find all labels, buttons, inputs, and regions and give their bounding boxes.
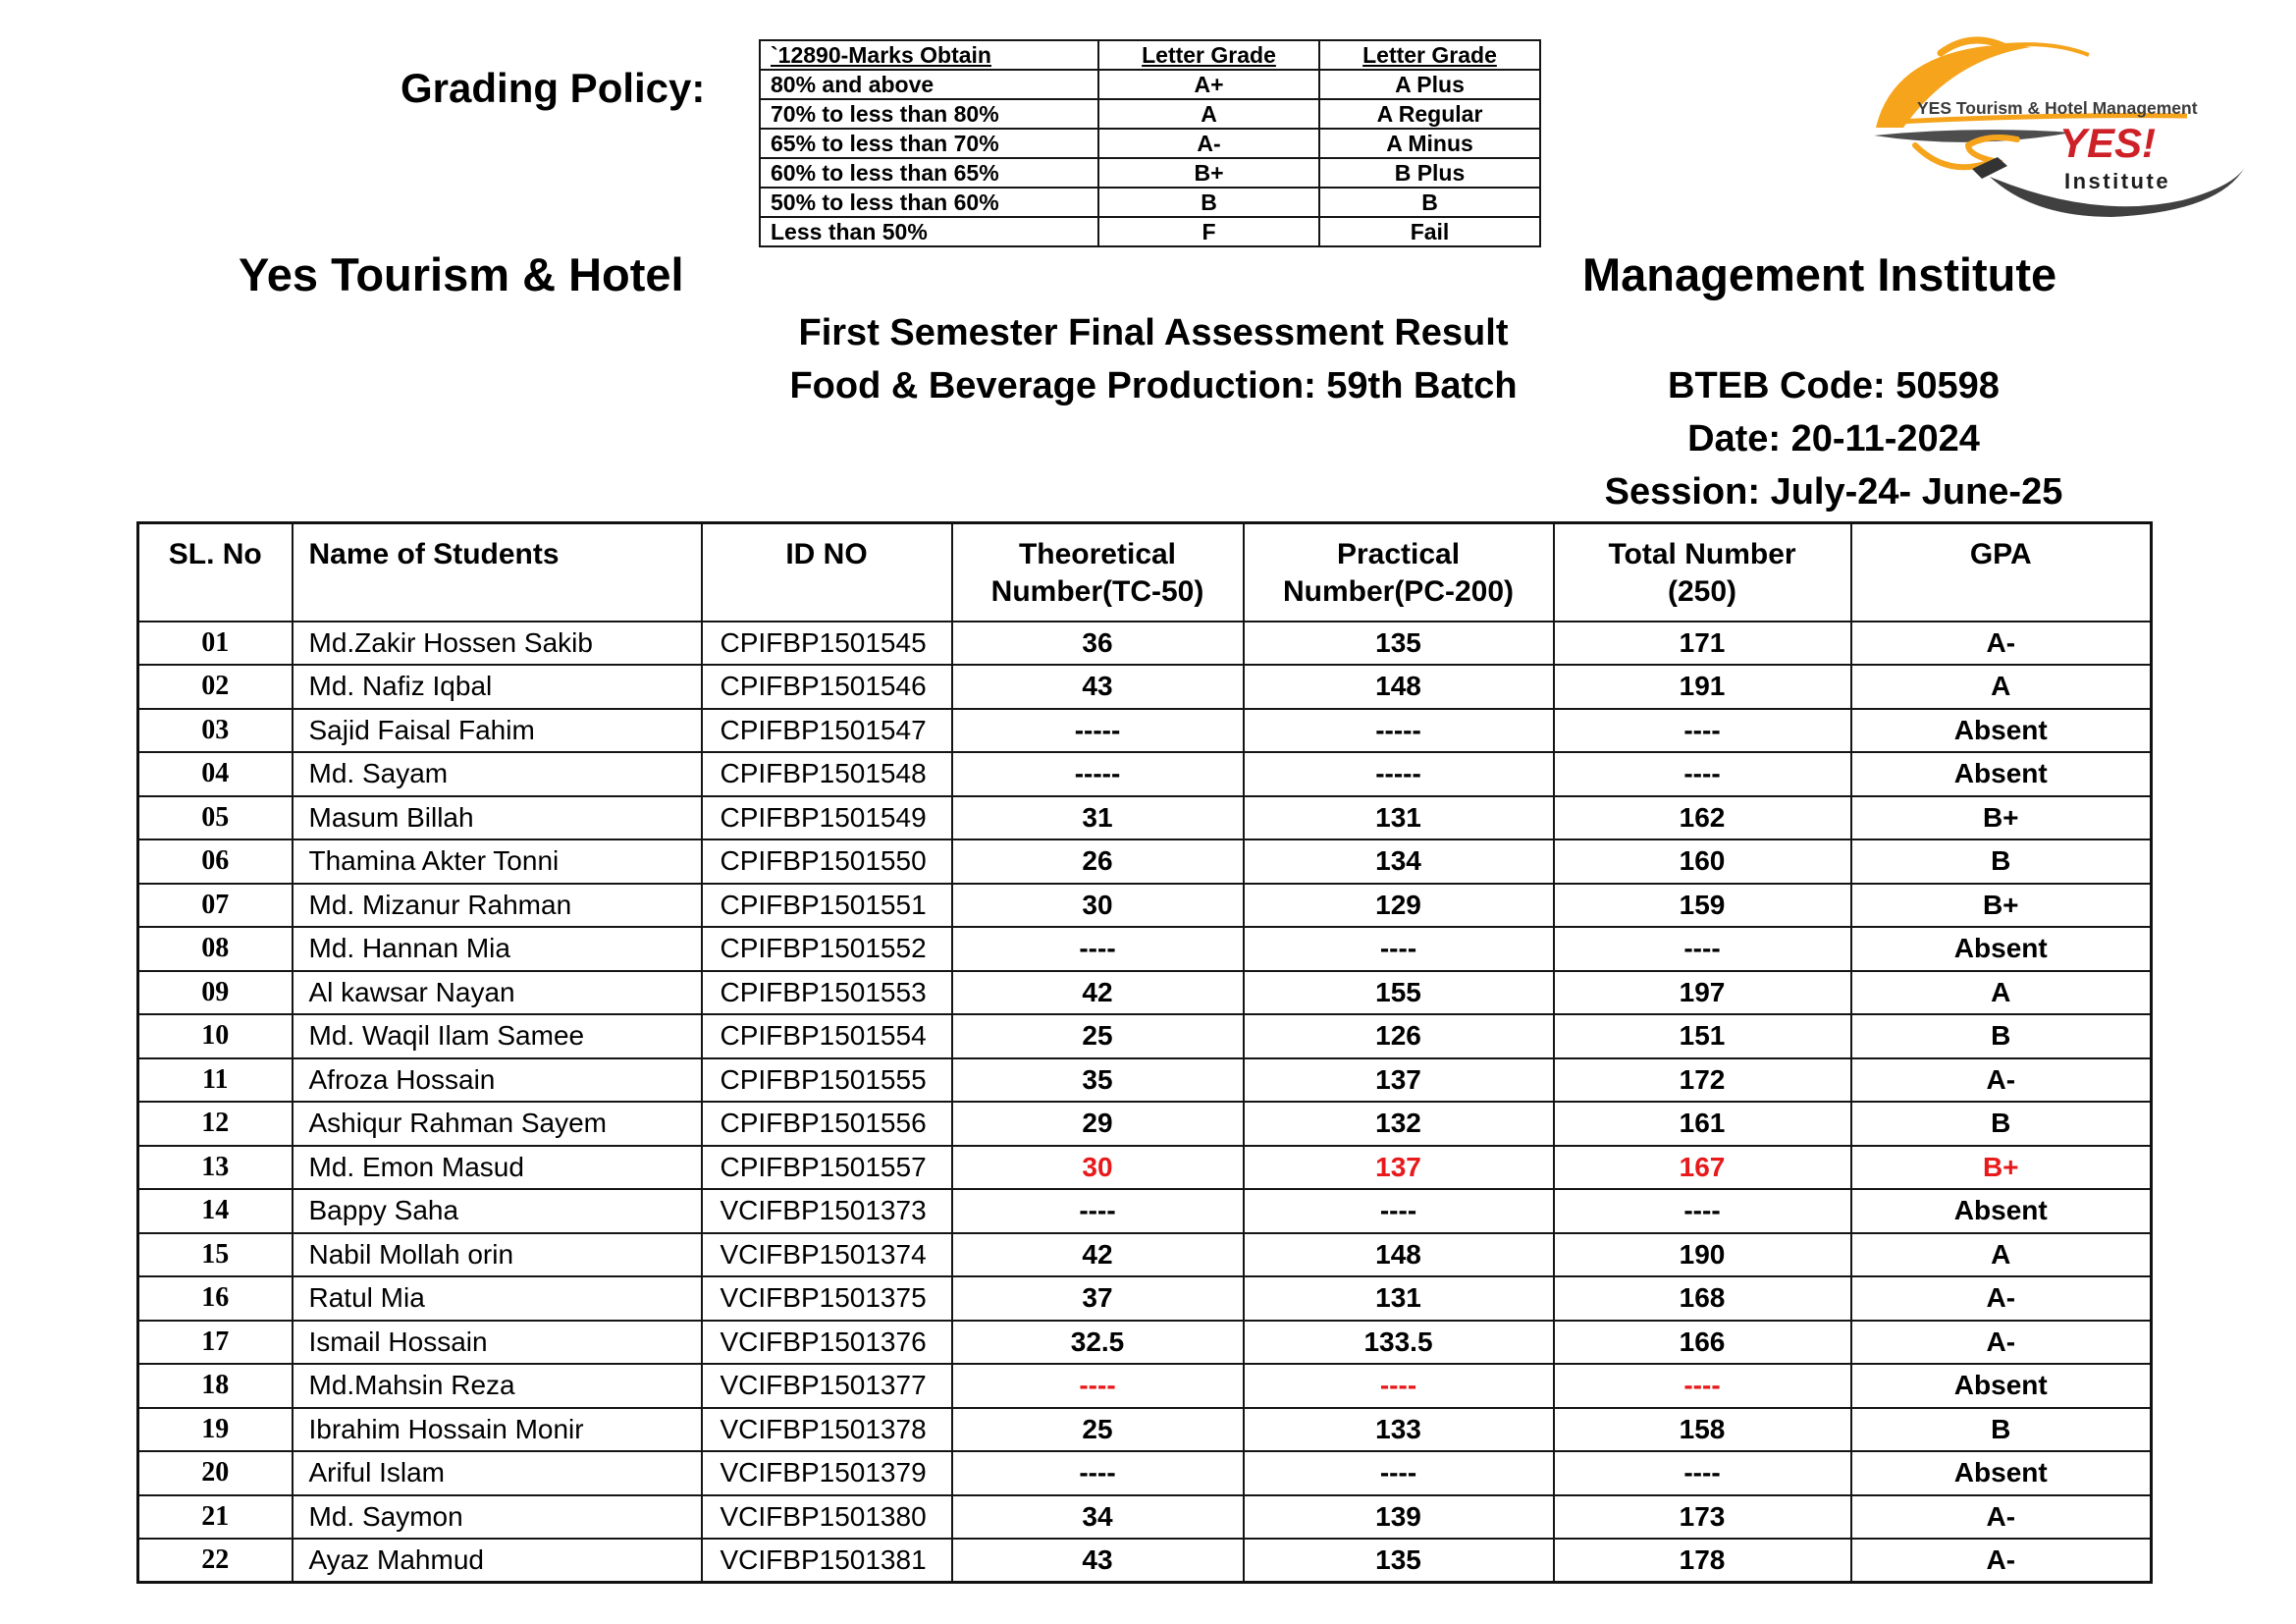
date: Date: 20-11-2024: [1687, 418, 1980, 460]
cell-student-name: Ariful Islam: [293, 1451, 702, 1495]
grade-range: 80% and above: [760, 70, 1098, 99]
table-row: [138, 1146, 2152, 1190]
cell-student-name: Ratul Mia: [293, 1276, 702, 1321]
header-id: ID NO: [702, 523, 952, 622]
cell-theoretical: 31: [952, 796, 1244, 840]
cell-practical: 132: [1244, 1102, 1554, 1146]
cell-student-name: Ismail Hossain: [293, 1321, 702, 1365]
table-row: [138, 796, 2152, 840]
cell-sl-no: 08: [138, 927, 293, 971]
institute-name-right: Management Institute: [1582, 248, 2057, 300]
cell-gpa: A: [1851, 665, 2152, 709]
cell-student-name: Ashiqur Rahman Sayem: [293, 1102, 702, 1146]
cell-practical: 131: [1244, 1276, 1554, 1321]
letter-grade-full: Fail: [1319, 217, 1540, 246]
cell-total: 168: [1554, 1276, 1851, 1321]
cell-sl-no: 15: [138, 1233, 293, 1277]
cell-practical: 137: [1244, 1058, 1554, 1103]
header-theoretical: Theoretical Number(TC-50): [952, 523, 1244, 622]
results-header-row: [138, 523, 2152, 622]
table-row: [138, 971, 2152, 1015]
cell-theoretical: 43: [952, 665, 1244, 709]
cell-theoretical: 42: [952, 1233, 1244, 1277]
cell-id-no: VCIFBP1501381: [702, 1539, 952, 1583]
cell-gpa: B: [1851, 839, 2152, 884]
cell-id-no: CPIFBP1501552: [702, 927, 952, 971]
grading-policy-row: [760, 70, 1540, 99]
cell-theoretical: ----: [952, 927, 1244, 971]
cell-gpa: A-: [1851, 1058, 2152, 1103]
institute-name-left: Yes Tourism & Hotel: [239, 248, 684, 300]
cell-theoretical: ----: [952, 1451, 1244, 1495]
cell-gpa: B: [1851, 1102, 2152, 1146]
cell-theoretical: -----: [952, 709, 1244, 753]
cell-gpa: B+: [1851, 1146, 2152, 1190]
grade-range: Less than 50%: [760, 217, 1098, 246]
cell-id-no: VCIFBP1501377: [702, 1364, 952, 1408]
cell-total: 159: [1554, 884, 1851, 928]
table-row: [138, 1102, 2152, 1146]
cell-id-no: CPIFBP1501547: [702, 709, 952, 753]
cell-total: 167: [1554, 1146, 1851, 1190]
cell-theoretical: 25: [952, 1408, 1244, 1452]
letter-grade: F: [1098, 217, 1319, 246]
cell-sl-no: 16: [138, 1276, 293, 1321]
cell-total: 171: [1554, 622, 1851, 666]
header-name: Name of Students: [293, 523, 702, 622]
cell-student-name: Md. Emon Masud: [293, 1146, 702, 1190]
cell-id-no: CPIFBP1501550: [702, 839, 952, 884]
table-row: [138, 1451, 2152, 1495]
cell-sl-no: 14: [138, 1189, 293, 1233]
cell-student-name: Bappy Saha: [293, 1189, 702, 1233]
table-row: [138, 1058, 2152, 1103]
header-practical: Practical Number(PC-200): [1244, 523, 1554, 622]
cell-sl-no: 06: [138, 839, 293, 884]
grading-policy-row: [760, 188, 1540, 217]
letter-grade: A-: [1098, 129, 1319, 158]
table-row: [138, 1539, 2152, 1583]
cell-total: 160: [1554, 839, 1851, 884]
cell-theoretical: 43: [952, 1539, 1244, 1583]
table-row: [138, 622, 2152, 666]
cell-practical: 126: [1244, 1014, 1554, 1058]
batch-title: Food & Beverage Production: 59th Batch: [789, 365, 1518, 406]
grading-policy-row: [760, 129, 1540, 158]
cell-sl-no: 03: [138, 709, 293, 753]
cell-theoretical: 34: [952, 1495, 1244, 1540]
cell-gpa: A-: [1851, 622, 2152, 666]
grading-policy-header-marks: `12890-Marks Obtain: [760, 40, 1098, 70]
cell-sl-no: 22: [138, 1539, 293, 1583]
cell-sl-no: 12: [138, 1102, 293, 1146]
letter-grade-full: B Plus: [1319, 158, 1540, 188]
cell-total: ----: [1554, 709, 1851, 753]
subtitle-block: [648, 306, 1659, 412]
cell-id-no: VCIFBP1501379: [702, 1451, 952, 1495]
table-row: [138, 752, 2152, 796]
cell-theoretical: 29: [952, 1102, 1244, 1146]
cell-sl-no: 01: [138, 622, 293, 666]
cell-total: 191: [1554, 665, 1851, 709]
cell-practical: ----: [1244, 1189, 1554, 1233]
cell-student-name: Md. Hannan Mia: [293, 927, 702, 971]
grade-range: 70% to less than 80%: [760, 99, 1098, 129]
table-row: [138, 1276, 2152, 1321]
table-row: [138, 1189, 2152, 1233]
cell-total: 166: [1554, 1321, 1851, 1365]
grading-policy-header-letter: Letter Grade: [1098, 40, 1319, 70]
cell-total: 162: [1554, 796, 1851, 840]
cell-theoretical: 30: [952, 884, 1244, 928]
cell-theoretical: ----: [952, 1364, 1244, 1408]
cell-practical: 137: [1244, 1146, 1554, 1190]
cell-theoretical: 36: [952, 622, 1244, 666]
cell-sl-no: 02: [138, 665, 293, 709]
cell-practical: 135: [1244, 622, 1554, 666]
cell-sl-no: 11: [138, 1058, 293, 1103]
cell-sl-no: 19: [138, 1408, 293, 1452]
cell-gpa: Absent: [1851, 752, 2152, 796]
logo-text-line2: YES!: [2059, 120, 2157, 166]
session: Session: July-24- June-25: [1604, 471, 2063, 513]
cell-id-no: VCIFBP1501378: [702, 1408, 952, 1452]
cell-sl-no: 13: [138, 1146, 293, 1190]
cell-practical: 139: [1244, 1495, 1554, 1540]
cell-total: 161: [1554, 1102, 1851, 1146]
cell-student-name: Ibrahim Hossain Monir: [293, 1408, 702, 1452]
cell-practical: ----: [1244, 1364, 1554, 1408]
cell-sl-no: 18: [138, 1364, 293, 1408]
cell-sl-no: 21: [138, 1495, 293, 1540]
cell-id-no: CPIFBP1501556: [702, 1102, 952, 1146]
cell-gpa: Absent: [1851, 1189, 2152, 1233]
table-row: [138, 884, 2152, 928]
grading-policy-label: Grading Policy:: [400, 65, 706, 111]
cell-student-name: Thamina Akter Tonni: [293, 839, 702, 884]
cell-sl-no: 05: [138, 796, 293, 840]
letter-grade: A: [1098, 99, 1319, 129]
table-row: [138, 1408, 2152, 1452]
cell-id-no: CPIFBP1501553: [702, 971, 952, 1015]
grade-range: 50% to less than 60%: [760, 188, 1098, 217]
logo-text-line3: Institute: [2064, 169, 2171, 193]
cell-student-name: Afroza Hossain: [293, 1058, 702, 1103]
cell-student-name: Md. Sayam: [293, 752, 702, 796]
cell-gpa: A-: [1851, 1321, 2152, 1365]
cell-theoretical: 30: [952, 1146, 1244, 1190]
cell-student-name: Md. Saymon: [293, 1495, 702, 1540]
cell-theoretical: ----: [952, 1189, 1244, 1233]
cell-gpa: A-: [1851, 1276, 2152, 1321]
table-row: [138, 1495, 2152, 1540]
cell-theoretical: 35: [952, 1058, 1244, 1103]
letter-grade-full: A Minus: [1319, 129, 1540, 158]
cell-id-no: CPIFBP1501549: [702, 796, 952, 840]
cell-id-no: CPIFBP1501555: [702, 1058, 952, 1103]
cell-id-no: VCIFBP1501374: [702, 1233, 952, 1277]
cell-id-no: CPIFBP1501551: [702, 884, 952, 928]
cell-gpa: A: [1851, 971, 2152, 1015]
cell-id-no: CPIFBP1501545: [702, 622, 952, 666]
table-row: [138, 1364, 2152, 1408]
cell-gpa: B: [1851, 1408, 2152, 1452]
header-gpa: GPA: [1851, 523, 2152, 622]
cell-practical: ----: [1244, 927, 1554, 971]
cell-total: ----: [1554, 1451, 1851, 1495]
cell-id-no: CPIFBP1501548: [702, 752, 952, 796]
cell-student-name: Al kawsar Nayan: [293, 971, 702, 1015]
grading-policy-table: [759, 39, 1541, 247]
grade-range: 65% to less than 70%: [760, 129, 1098, 158]
header-sl: SL. No: [138, 523, 293, 622]
grading-policy-header-row: [760, 40, 1540, 70]
cell-theoretical: 42: [952, 971, 1244, 1015]
table-row: [138, 665, 2152, 709]
cell-total: 190: [1554, 1233, 1851, 1277]
cell-id-no: CPIFBP1501557: [702, 1146, 952, 1190]
cell-total: ----: [1554, 752, 1851, 796]
cell-practical: ----: [1244, 1451, 1554, 1495]
cell-gpa: Absent: [1851, 1364, 2152, 1408]
cell-total: ----: [1554, 1189, 1851, 1233]
cell-total: ----: [1554, 1364, 1851, 1408]
cell-practical: 131: [1244, 796, 1554, 840]
cell-gpa: Absent: [1851, 709, 2152, 753]
logo-text-line1: YES Tourism & Hotel Management: [1917, 98, 2198, 118]
cell-practical: -----: [1244, 752, 1554, 796]
table-row: [138, 927, 2152, 971]
cell-student-name: Masum Billah: [293, 796, 702, 840]
results-table: [136, 521, 2153, 1584]
cell-student-name: Md.Zakir Hossen Sakib: [293, 622, 702, 666]
letter-grade: B+: [1098, 158, 1319, 188]
cell-practical: 135: [1244, 1539, 1554, 1583]
header-total: Total Number (250): [1554, 523, 1851, 622]
cell-sl-no: 09: [138, 971, 293, 1015]
cell-id-no: VCIFBP1501376: [702, 1321, 952, 1365]
bteb-code: BTEB Code: 50598: [1668, 365, 2000, 406]
table-row: [138, 1014, 2152, 1058]
cell-gpa: B+: [1851, 884, 2152, 928]
letter-grade-full: B: [1319, 188, 1540, 217]
cell-total: 172: [1554, 1058, 1851, 1103]
cell-gpa: Absent: [1851, 1451, 2152, 1495]
cell-student-name: Md. Nafiz Iqbal: [293, 665, 702, 709]
grade-range: 60% to less than 65%: [760, 158, 1098, 188]
cell-theoretical: 25: [952, 1014, 1244, 1058]
cell-total: 158: [1554, 1408, 1851, 1452]
cell-id-no: CPIFBP1501546: [702, 665, 952, 709]
cell-gpa: A-: [1851, 1495, 2152, 1540]
cell-id-no: VCIFBP1501380: [702, 1495, 952, 1540]
grading-policy-header-letter-full: Letter Grade: [1319, 40, 1540, 70]
cell-practical: 148: [1244, 665, 1554, 709]
cell-total: 173: [1554, 1495, 1851, 1540]
cell-practical: 133: [1244, 1408, 1554, 1452]
table-row: [138, 709, 2152, 753]
cell-total: 197: [1554, 971, 1851, 1015]
cell-id-no: CPIFBP1501554: [702, 1014, 952, 1058]
table-row: [138, 839, 2152, 884]
cell-practical: 134: [1244, 839, 1554, 884]
cell-total: ----: [1554, 927, 1851, 971]
cell-total: 178: [1554, 1539, 1851, 1583]
letter-grade: A+: [1098, 70, 1319, 99]
logo-dome-edge-icon: [2005, 44, 2089, 55]
cell-gpa: B: [1851, 1014, 2152, 1058]
cell-total: 151: [1554, 1014, 1851, 1058]
cell-student-name: Md. Waqil Ilam Samee: [293, 1014, 702, 1058]
cell-theoretical: 32.5: [952, 1321, 1244, 1365]
grading-policy-row: [760, 217, 1540, 246]
cell-practical: 155: [1244, 971, 1554, 1015]
cell-sl-no: 20: [138, 1451, 293, 1495]
table-row: [138, 1233, 2152, 1277]
grading-policy-row: [760, 158, 1540, 188]
cell-sl-no: 07: [138, 884, 293, 928]
letter-grade-full: A Regular: [1319, 99, 1540, 129]
letter-grade: B: [1098, 188, 1319, 217]
cell-student-name: Sajid Faisal Fahim: [293, 709, 702, 753]
cell-gpa: A-: [1851, 1539, 2152, 1583]
yes-institute-logo: [1858, 29, 2251, 221]
cell-practical: 133.5: [1244, 1321, 1554, 1365]
cell-student-name: Md.Mahsin Reza: [293, 1364, 702, 1408]
cell-theoretical: -----: [952, 752, 1244, 796]
cell-practical: -----: [1244, 709, 1554, 753]
assessment-title: First Semester Final Assessment Result: [798, 312, 1509, 353]
cell-practical: 129: [1244, 884, 1554, 928]
table-row: [138, 1321, 2152, 1365]
cell-gpa: Absent: [1851, 927, 2152, 971]
cell-student-name: Md. Mizanur Rahman: [293, 884, 702, 928]
cell-theoretical: 37: [952, 1276, 1244, 1321]
cell-practical: 148: [1244, 1233, 1554, 1277]
cell-sl-no: 04: [138, 752, 293, 796]
cell-student-name: Nabil Mollah orin: [293, 1233, 702, 1277]
info-block: [1520, 359, 2148, 518]
letter-grade-full: A Plus: [1319, 70, 1540, 99]
cell-sl-no: 17: [138, 1321, 293, 1365]
cell-id-no: VCIFBP1501373: [702, 1189, 952, 1233]
cell-student-name: Ayaz Mahmud: [293, 1539, 702, 1583]
cell-gpa: A: [1851, 1233, 2152, 1277]
cell-id-no: VCIFBP1501375: [702, 1276, 952, 1321]
cell-gpa: B+: [1851, 796, 2152, 840]
grading-policy-row: [760, 99, 1540, 129]
cell-sl-no: 10: [138, 1014, 293, 1058]
cell-theoretical: 26: [952, 839, 1244, 884]
